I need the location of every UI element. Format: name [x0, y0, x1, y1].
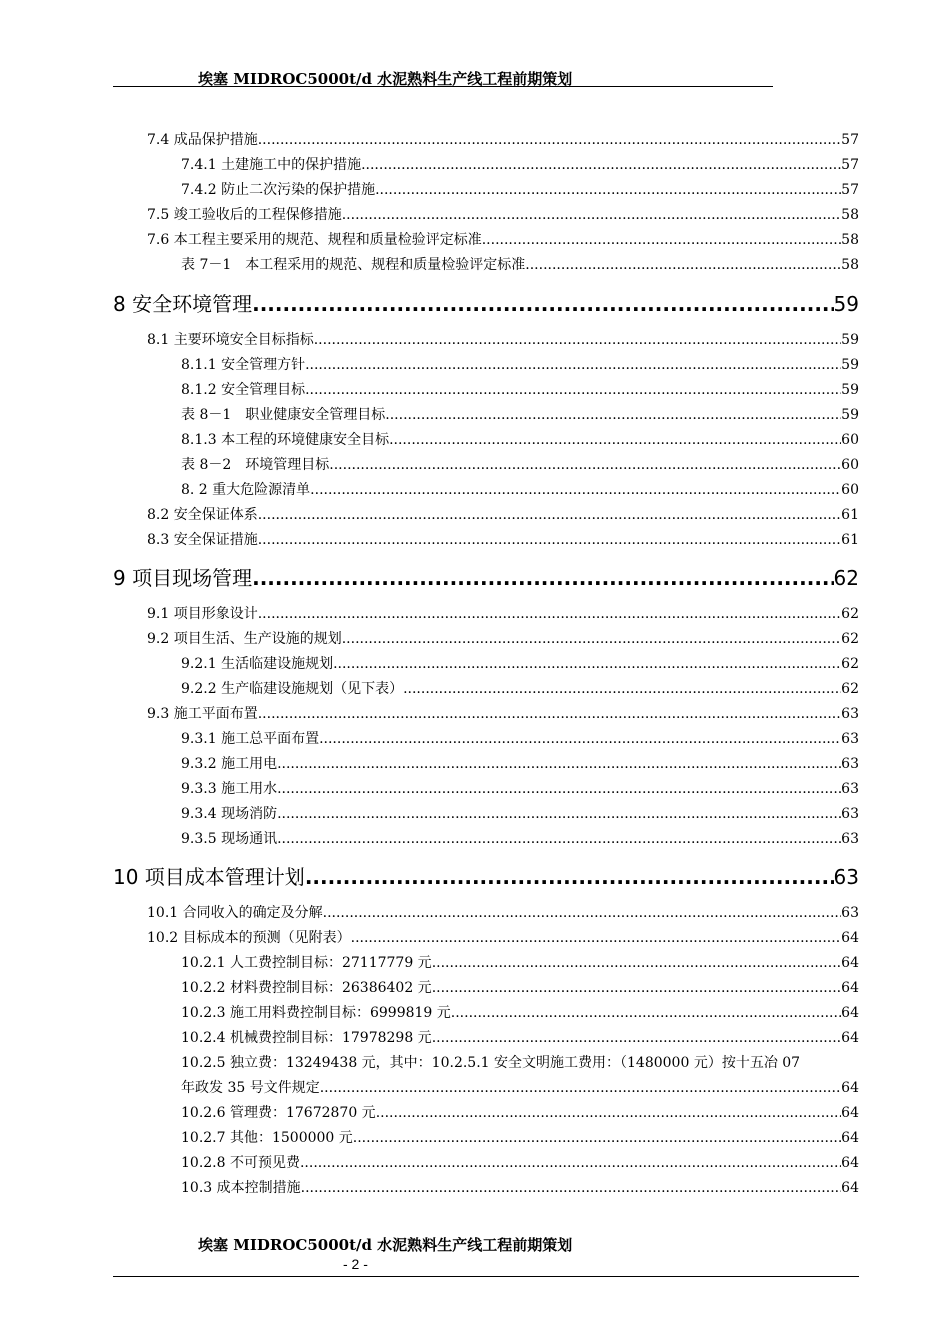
- toc-entry[interactable]: [181, 828, 859, 848]
- toc-leader: [319, 731, 841, 747]
- toc-entry[interactable]: [181, 653, 859, 673]
- toc-page-number: 64: [841, 930, 859, 946]
- toc-leader: [252, 292, 833, 316]
- toc-entry[interactable]: [147, 504, 859, 524]
- toc-page-number: 60: [841, 457, 859, 473]
- toc-page-number: 63: [841, 831, 859, 847]
- toc-entry[interactable]: [181, 179, 859, 199]
- toc-page-number: 57: [841, 182, 859, 198]
- footer-rule: [113, 1276, 859, 1277]
- toc-page-number: 63: [841, 905, 859, 921]
- toc-entry-label: 10.2.6 管理费：17672870 元: [181, 1105, 376, 1121]
- toc-leader: [333, 656, 841, 672]
- toc-leader: [277, 756, 841, 772]
- toc-entry-label: 年政发 35 号文件规定: [181, 1080, 320, 1096]
- toc-page-number: 63: [841, 706, 859, 722]
- toc-page-number: 63: [841, 731, 859, 747]
- toc-entry[interactable]: [181, 1177, 859, 1197]
- toc-entry[interactable]: [181, 379, 859, 399]
- toc-entry[interactable]: [147, 229, 859, 249]
- toc-entry[interactable]: [181, 952, 859, 972]
- toc-page-number: 64: [841, 1030, 859, 1046]
- toc-entry-label: 9.2 项目生活、生产设施的规划: [147, 631, 342, 647]
- toc-entry[interactable]: [181, 803, 859, 823]
- toc-page-number: 64: [841, 980, 859, 996]
- toc-entry[interactable]: [181, 753, 859, 773]
- toc-entry-label: 9.2.2 生产临建设施规划（见下表）: [181, 681, 404, 697]
- toc-leader: [385, 407, 841, 423]
- toc-page-number: 57: [841, 157, 859, 173]
- toc-entry[interactable]: [147, 529, 859, 549]
- toc-entry[interactable]: [181, 728, 859, 748]
- toc-entry[interactable]: [181, 154, 859, 174]
- toc-page-number: 59: [833, 292, 859, 316]
- toc-entry-label: 10.2 目标成本的预测（见附表）: [147, 930, 351, 946]
- toc-leader: [342, 631, 841, 647]
- toc-entry-label: 表 8－1 职业健康安全管理目标: [181, 407, 386, 423]
- toc-entry-label: 7.4.1 土建施工中的保护措施: [181, 157, 362, 173]
- toc-entry[interactable]: [147, 703, 859, 723]
- toc-leader: [323, 905, 842, 921]
- toc-entry-label: 8.1.3 本工程的环境健康安全目标: [181, 432, 390, 448]
- toc-page-number: 64: [841, 1080, 859, 1096]
- toc-leader: [525, 257, 841, 273]
- toc-entry[interactable]: [181, 1127, 859, 1147]
- toc-entry-label: 9.1 项目形象设计: [147, 606, 258, 622]
- toc-page-number: 64: [841, 1130, 859, 1146]
- toc-leader: [361, 157, 841, 173]
- toc-leader: [482, 232, 841, 248]
- toc-leader: [277, 831, 841, 847]
- toc-leader: [432, 955, 841, 971]
- toc-entry-label: 8.1.2 安全管理目标: [181, 382, 306, 398]
- page-footer-title: 埃塞 MIDROC5000t/d 水泥熟料生产线工程前期策划: [198, 1236, 573, 1254]
- toc-entry-label: 10.2.4 机械费控制目标：17978298 元: [181, 1030, 432, 1046]
- toc-entry[interactable]: [181, 354, 859, 374]
- toc-entry-label: 8.1 主要环境安全目标指标: [147, 332, 314, 348]
- toc-leader: [301, 1180, 842, 1196]
- toc-page-number: 59: [841, 382, 859, 398]
- toc-entry[interactable]: [181, 1027, 859, 1047]
- toc-leader: [432, 980, 841, 996]
- toc-entry-wrapped-line[interactable]: 10.2.5 独立费：13249438 元，其中：10.2.5.1 安全文明施工费用：（1480000 元）按十五冶 07: [181, 1055, 801, 1071]
- page-header-title: 埃塞 MIDROC5000t/d 水泥熟料生产线工程前期策划: [198, 70, 573, 88]
- toc-leader: [258, 532, 841, 548]
- toc-leader: [342, 207, 841, 223]
- toc-page-number: 59: [841, 357, 859, 373]
- toc-leader: [258, 132, 841, 148]
- toc-entry-label: 9.3.5 现场通讯: [181, 831, 278, 847]
- toc-entry-label: 7.6 本工程主要采用的规范、规程和质量检验评定标准: [147, 232, 482, 248]
- toc-entry[interactable]: [181, 404, 859, 424]
- toc-chapter-label: 9 项目现场管理: [113, 566, 253, 590]
- toc-entry-label: 8.1.1 安全管理方针: [181, 357, 306, 373]
- toc-page-number: 62: [833, 566, 859, 590]
- toc-entry[interactable]: [181, 1102, 859, 1122]
- toc-chapter-label: 10 项目成本管理计划: [113, 865, 305, 889]
- toc-leader: [305, 357, 841, 373]
- toc-leader: [320, 1080, 841, 1096]
- toc-entry-label: 10.2.8 不可预见费: [181, 1155, 300, 1171]
- toc-entry[interactable]: [147, 628, 859, 648]
- toc-entry[interactable]: [147, 902, 859, 922]
- toc-page-number: 58: [841, 257, 859, 273]
- toc-leader: [300, 1155, 841, 1171]
- toc-entry-label: 7.4.2 防止二次污染的保护措施: [181, 182, 376, 198]
- toc-page-number: 62: [841, 681, 859, 697]
- toc-leader: [258, 606, 841, 622]
- toc-entry-label: 9.3.2 施工用电: [181, 756, 278, 772]
- toc-entry-label: 9.3.3 施工用水: [181, 781, 278, 797]
- toc-entry-label: 10.2.7 其他：1500000 元: [181, 1130, 353, 1146]
- toc-entry[interactable]: [181, 479, 859, 499]
- toc-entry[interactable]: [181, 1077, 859, 1097]
- page-number: - 2 -: [343, 1256, 368, 1272]
- header-rule: [113, 86, 773, 87]
- toc-leader: [258, 706, 841, 722]
- toc-leader: [305, 865, 834, 889]
- toc-leader: [314, 332, 841, 348]
- toc-page-number: 64: [841, 1180, 859, 1196]
- toc-entry-label: 7.4 成品保护措施: [147, 132, 258, 148]
- toc-entry-label: 表 7－1 本工程采用的规范、规程和质量检验评定标准: [181, 257, 526, 273]
- toc-entry[interactable]: [147, 329, 859, 349]
- toc-page-number: 62: [841, 631, 859, 647]
- toc-page-number: 62: [841, 606, 859, 622]
- toc-page-number: 62: [841, 656, 859, 672]
- toc-chapter-entry[interactable]: [113, 562, 859, 591]
- toc-page-number: 63: [841, 781, 859, 797]
- toc-leader: [305, 382, 841, 398]
- toc-page-number: 60: [841, 432, 859, 448]
- toc-leader: [277, 781, 841, 797]
- toc-page-number: 57: [841, 132, 859, 148]
- toc-entry-label: 8.2 安全保证体系: [147, 507, 258, 523]
- toc-chapter-label: 8 安全环境管理: [113, 292, 253, 316]
- toc-leader: [403, 681, 841, 697]
- toc-entry[interactable]: [181, 429, 859, 449]
- toc-leader: [310, 482, 841, 498]
- toc-page-number: 64: [841, 955, 859, 971]
- toc-entry-label: 表 8－2 环境管理目标: [181, 457, 330, 473]
- toc-page-number: 64: [841, 1005, 859, 1021]
- toc-chapter-entry[interactable]: [113, 861, 859, 890]
- toc-leader: [451, 1005, 841, 1021]
- toc-entry[interactable]: [147, 129, 859, 149]
- toc-entry[interactable]: [181, 977, 859, 997]
- toc-entry[interactable]: [181, 1002, 859, 1022]
- toc-entry-label: 10.2.2 材料费控制目标：26386402 元: [181, 980, 432, 996]
- toc-leader: [432, 1030, 841, 1046]
- toc-leader: [389, 432, 841, 448]
- toc-entry-label: 10.2.3 施工用料费控制目标：6999819 元: [181, 1005, 451, 1021]
- toc-page-number: 63: [841, 756, 859, 772]
- toc-page-number: 58: [841, 207, 859, 223]
- toc-entry-label: 8. 2 重大危险源清单: [181, 482, 311, 498]
- toc-entry[interactable]: [181, 1152, 859, 1172]
- toc-page-number: 61: [841, 532, 859, 548]
- toc-entry[interactable]: [181, 678, 859, 698]
- toc-page-number: 63: [841, 806, 859, 822]
- toc-leader: [329, 457, 841, 473]
- toc-entry-label: 10.3 成本控制措施: [181, 1180, 301, 1196]
- toc-page-number: 59: [841, 332, 859, 348]
- toc-page-number: 63: [833, 865, 859, 889]
- toc-entry-label: 7.5 竣工验收后的工程保修措施: [147, 207, 342, 223]
- toc-entry[interactable]: [181, 254, 859, 274]
- toc-entry[interactable]: [147, 204, 859, 224]
- toc-entry-label: 9.3 施工平面布置: [147, 706, 258, 722]
- toc-leader: [376, 1105, 841, 1121]
- toc-entry-label: 9.2.1 生活临建设施规划: [181, 656, 334, 672]
- toc-leader: [375, 182, 841, 198]
- toc-page-number: 58: [841, 232, 859, 248]
- toc-entry-label: 10.2.1 人工费控制目标：27117779 元: [181, 955, 432, 971]
- toc-leader: [353, 1130, 841, 1146]
- toc-entry[interactable]: [181, 778, 859, 798]
- toc-page-number: 61: [841, 507, 859, 523]
- toc-page-number: 64: [841, 1105, 859, 1121]
- toc-chapter-entry[interactable]: [113, 288, 859, 317]
- toc-entry[interactable]: [181, 454, 859, 474]
- toc-leader: [277, 806, 841, 822]
- toc-entry-label: 8.3 安全保证措施: [147, 532, 258, 548]
- toc-leader: [351, 930, 842, 946]
- toc-page-number: 60: [841, 482, 859, 498]
- toc-entry-label: 9.3.4 现场消防: [181, 806, 278, 822]
- toc-entry[interactable]: [147, 603, 859, 623]
- toc-entry-label: 9.3.1 施工总平面布置: [181, 731, 320, 747]
- toc-entry[interactable]: [147, 927, 859, 947]
- toc-page-number: 64: [841, 1155, 859, 1171]
- toc-leader: [258, 507, 841, 523]
- toc-entry-label: 10.1 合同收入的确定及分解: [147, 905, 323, 921]
- toc-page-number: 59: [841, 407, 859, 423]
- toc-leader: [252, 566, 833, 590]
